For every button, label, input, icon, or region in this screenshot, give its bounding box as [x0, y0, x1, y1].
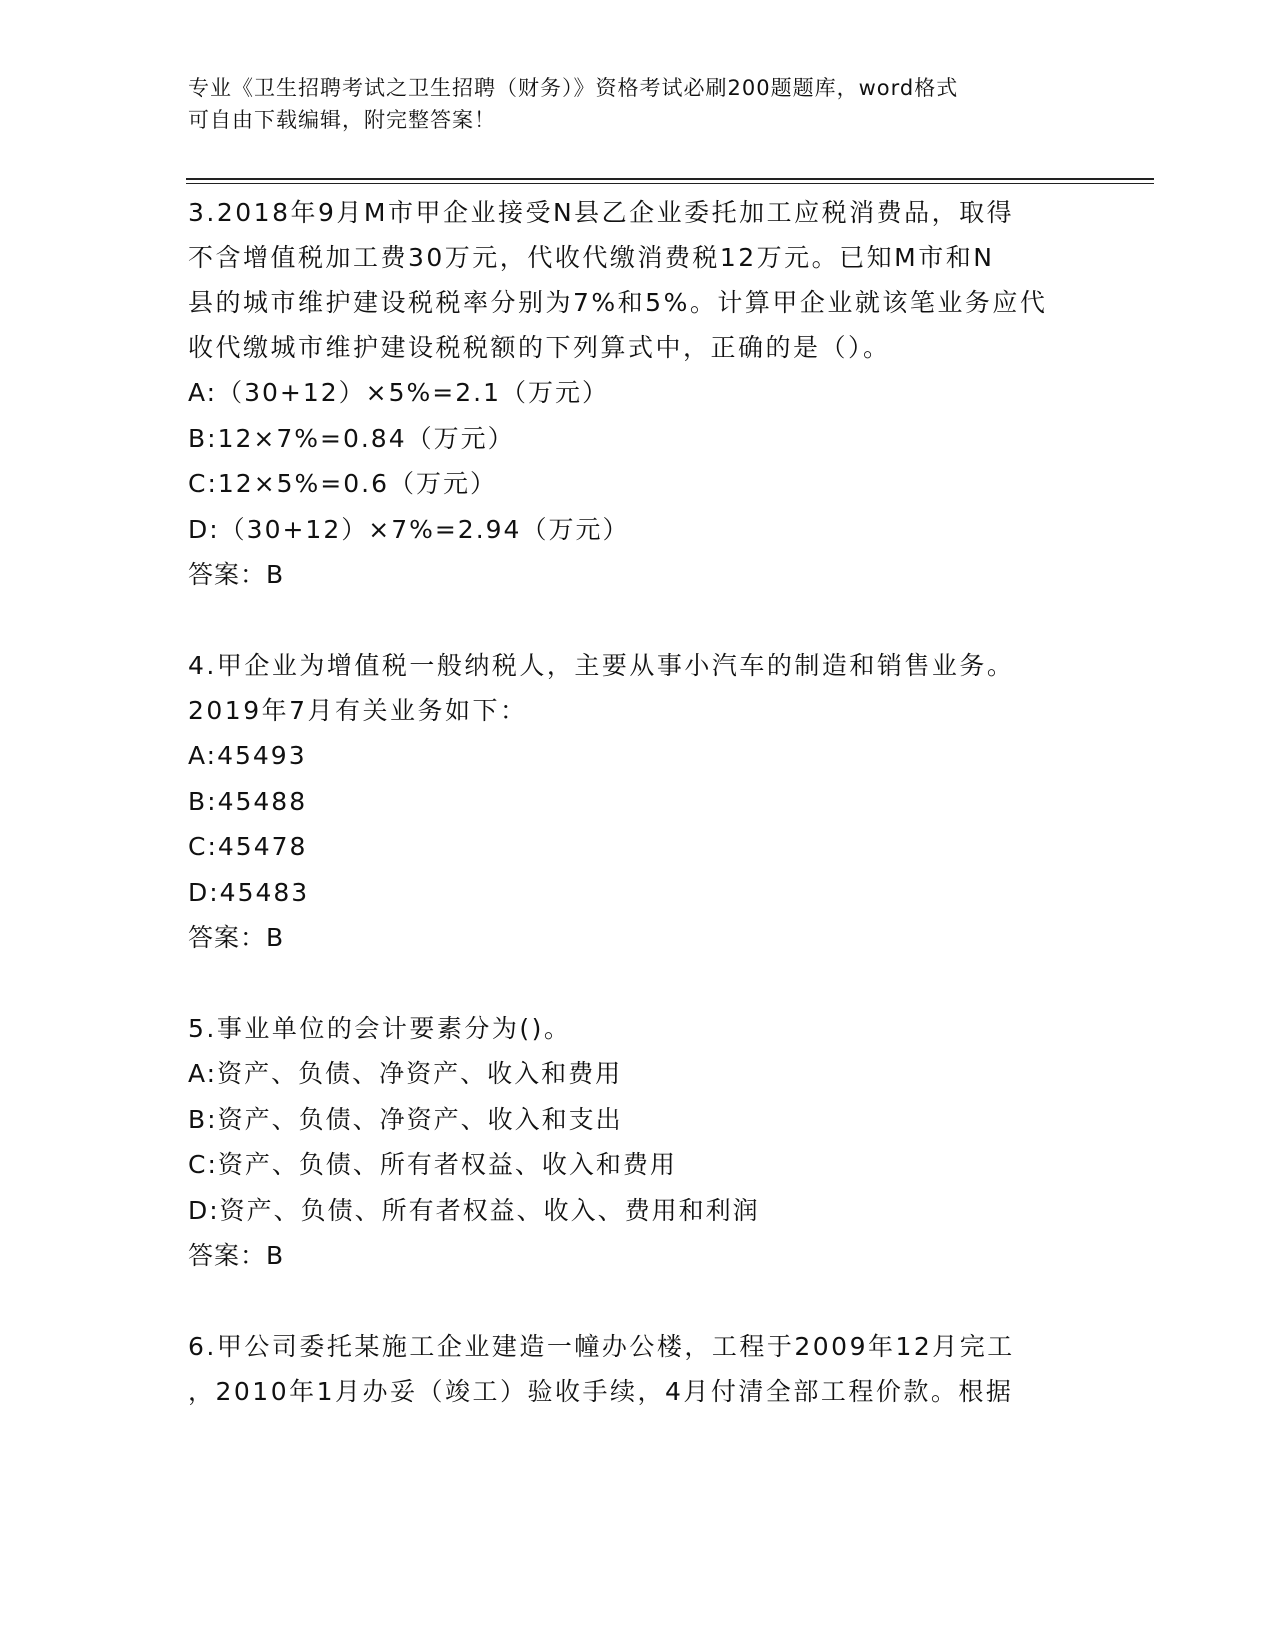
option-a: A:资产、负债、净资产、收入和费用: [188, 1059, 623, 1088]
question-text-line: 县的城市维护建设税税率分别为7%和5%。计算甲企业就该笔业务应代: [188, 288, 1048, 317]
header-divider-thick: [186, 178, 1154, 180]
question-text-line: ，2010年1月办妥（竣工）验收手续，4月付清全部工程价款。根据: [188, 1377, 1014, 1406]
header-line-2: 可自由下载编辑，附完整答案！: [188, 108, 496, 132]
question-list: [188, 190, 1088, 1414]
question-6: [188, 1324, 1088, 1414]
header-line-1: 专业《卫生招聘考试之卫生招聘（财务）》资格考试必刷200题题库，word格式: [188, 76, 959, 100]
option-b: B:45488: [188, 786, 308, 816]
option-b: B:资产、负债、净资产、收入和支出: [188, 1104, 623, 1134]
question-text-line: 2019年7月有关业务如下：: [188, 696, 528, 725]
option-c: C:资产、负债、所有者权益、收入和费用: [188, 1150, 677, 1179]
option-a: A:45493: [188, 741, 307, 770]
answer-line: 答案：B: [188, 923, 285, 952]
question-5: [188, 1006, 1088, 1278]
answer-line: 答案：B: [188, 1241, 285, 1270]
question-text-line: 不含增值税加工费30万元，代收代缴消费税12万元。已知M市和N: [188, 243, 995, 272]
option-d: D:资产、负债、所有者权益、收入、费用和利润: [188, 1195, 760, 1225]
question-gap: [188, 1278, 1088, 1324]
option-b: B:12×7%=0.84（万元）: [188, 423, 515, 453]
document-header: [188, 72, 1068, 136]
option-c: C:45478: [188, 832, 308, 861]
question-text-line: 收代缴城市维护建设税税额的下列算式中，正确的是（）。: [188, 333, 891, 362]
question-3: [188, 190, 1088, 597]
question-text-line: 6.甲公司委托某施工企业建造一幢办公楼，工程于2009年12月完工: [188, 1332, 1015, 1361]
question-text-line: 4.甲企业为增值税一般纳税人，主要从事小汽车的制造和销售业务。: [188, 651, 1015, 680]
option-d: D:（30+12）×7%=2.94（万元）: [188, 514, 630, 544]
answer-line: 答案：B: [188, 560, 285, 589]
option-d: D:45483: [188, 877, 310, 907]
question-gap: [188, 597, 1088, 643]
header-divider-thin: [186, 183, 1154, 184]
question-text-line: 3.2018年9月M市甲企业接受N县乙企业委托加工应税消费品，取得: [188, 198, 1015, 227]
question-text-line: 5.事业单位的会计要素分为()。: [188, 1014, 572, 1043]
question-4: [188, 643, 1088, 960]
option-c: C:12×5%=0.6（万元）: [188, 469, 498, 498]
question-gap: [188, 960, 1088, 1006]
option-a: A:（30+12）×5%=2.1（万元）: [188, 378, 609, 407]
